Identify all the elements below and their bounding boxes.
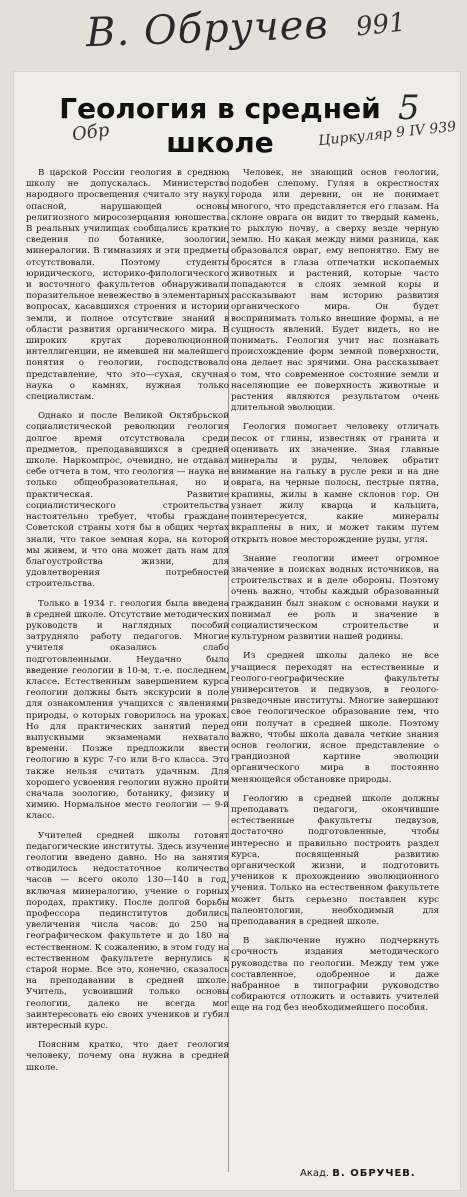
handwritten-side-note: Обр bbox=[70, 119, 111, 146]
paragraph: Геология помогает человеку отличать песок от глины, известняк от гранита и оценивать их значение. Зная главные минералы и руды, человек обратит внимание на гальку в русле реки и на дне оврага, на черные полосы, пестрые пятна, крапины, жилы в камне склонов гор. Он узнает жилу кварца и кальцита, поинтересуется, какие минералы вкраплены в них, и может таким путем открыть новое месторождение руды, угля. bbox=[231, 422, 439, 545]
signature-name: В. ОБРУЧЕВ. bbox=[332, 1168, 416, 1179]
right-column bbox=[231, 168, 439, 1023]
paragraph: Поясним кратко, что дает геология человеку, почему она нужна в средней школе. bbox=[26, 1040, 229, 1073]
paragraph: Человек, не знающий основ геологии, подобен слепому. Гуляя в окрестностях города или деревни, он не понимает многого, что представляется его глазам. На склоне оврага он видит то твердый камень, то рыхлую почву, а сверху везде черную землю. Но какая между ними разница, как образовался овраг, ему непонятно. Ему не бросятся в глаза отпечатки ископаемых животных и растений, которые часто попадаются в слоях земной коры и рассказывают нам историю развития органического мира. Он будет воспринимать только внешние формы, а не сущность явлений. Будет видеть, но не понимать. Геология учит нас познавать происхождение форм земной поверхности, она делает нас зрячими. Она рассказывает о том, что современное состояние земли и населяющие ее поверхность животные и растения являются результатом очень длительной эволюции. bbox=[231, 168, 439, 414]
paragraph: Только в 1934 г. геология была введена в средней школе. Отсутствие методических руководств и наглядных пособий затрудняло работу педагогов. Многие учителя оказались слабо подготовленными. Неудачно было введение геологии в 10-м, т.-е. последнем, классе. Естественным завершением курса геологии должны быть экскурсии в поле для ознакомления учащихся с явлениями природы, о которых говорилось на уроках. Но для практических занятий перед выпускными экзаменами нехватало времени. Позже предложили ввести геологию в курс 7-го или 8-го класса. Это также нельзя считать удачным. Для хорошего усвоения геологии нужно пройти сначала зоологию, ботанику, физику и химию. Нормальное место геологии — 9-й класс. bbox=[26, 598, 229, 822]
paragraph: Учителей средней школы готовят педагогические институты. Здесь изучение геологии введено давно. Но на занятия отводилось недостаточное количество часов — всего около 130—140 в год, включая минералогию, учение о горных породах, практику. После долгой борьбы профессора пединститутов добились увеличения числа часов: до 250 на географическом факультете и до 180 на естественном. К сожалению, в этом году на естественном факультете вернулись к старой норме. Все это, конечно, сказалось на преподавании в средней школе. Учитель, усвоивший только основы геологии, далеко не всегда мог заинтересовать ею своих учеников и губил интересный курс. bbox=[26, 830, 229, 1032]
headline-line-2: школе bbox=[166, 126, 274, 159]
article-headline bbox=[40, 92, 400, 160]
handwritten-author-note: В. Обручев bbox=[85, 1, 330, 57]
headline-line-1: Геология в средней bbox=[59, 92, 381, 125]
paragraph: Знание геологии имеет огромное значение в поисках водных источников, на строительствах и в деле обороны. Поэтому очень важно, чтобы каждый образованный гражданин был знаком с основами науки и понимал ее роль и значение в социалистическом строительстве и культурном развитии нашей родины. bbox=[231, 553, 439, 643]
paragraph: Из средней школы далеко не все учащиеся переходят на естественные и геолого-географические факультеты университетов и педвузов, в геолого-разведочные институты. Многие завершают свое геологическое образование тем, что они получат в средней школе. Поэтому важно, чтобы школа давала четкие знания основ геологии, ясное представление о грандиозной картине эволюции органического мира в постоянно меняющейся обстановке природы. bbox=[231, 651, 439, 785]
signature-title: Акад. bbox=[300, 1168, 330, 1179]
handwritten-ref-number: 991 bbox=[354, 7, 408, 43]
handwritten-date-note: Циркуляр 9 IV 939 bbox=[317, 118, 457, 150]
paragraph: Геологию в средней школе должны преподавать педагоги, окончившие естественные факультеты педвузов, достаточно подготовленные, чтобы интересно и правильно построить раздел курса, посвященный развитию органической жизни, и подготовить учеников к прохождению эволюционного учения. Только на естественном факультете может быть серьезно поставлен курс палеонтологии, необходимый для преподавания в средней школе. bbox=[231, 793, 439, 927]
paragraph: В царской России геология в среднюю школу не допускалась. Министерство народного просвещения считало эту науку опасной, нарушающей основы религиозного миросозерцания юношества. В реальных училищах сообщались краткие сведения по ботанике, зоологии, минералогии. В гимназиях и эти предметы отсутствовали. Поэтому студенты юридического, историко-филологического и восточного факультетов обнаруживали поразительное невежество в элементарных вопросах, касавшихся строения и истории земли, и полное отсутствие знаний в области развития органического мира. В широких кругах дореволюционной интеллигенции, не имевшей ни малейшего понятия о геологии, господствовало представление, что это—сухая, скучная наука о камнях, нужная только специалистам. bbox=[26, 168, 229, 403]
handwritten-page-number: 5 bbox=[398, 88, 420, 128]
paragraph: В заключение нужно подчеркнуть срочность издания методического руководства по геологии. Между тем уже составленное, одобренное и даже набранное в типографии руководство собираются отложить и оставить учителей еще на год без необходимейшего пособия. bbox=[231, 936, 439, 1014]
left-column bbox=[26, 168, 229, 1082]
article-signature bbox=[300, 1168, 416, 1179]
paragraph: Однако и после Великой Октябрьской социалистической революции геология долгое время отсутствовала среди предметов, преподававшихся в средней школе. Наркомпрос, очевидно, не отдавал себе отчета в том, что геология — наука не только общеобразовательная, но и практическая. Развитие социалистического строительства настоятельно требует, чтобы граждане Советской страны хотя бы в общих чертах знали, что такое земная кора, на которой мы живем, и что она может дать нам для благоустройства жизни, для удовлетворения потребностей строительства. bbox=[26, 411, 229, 590]
